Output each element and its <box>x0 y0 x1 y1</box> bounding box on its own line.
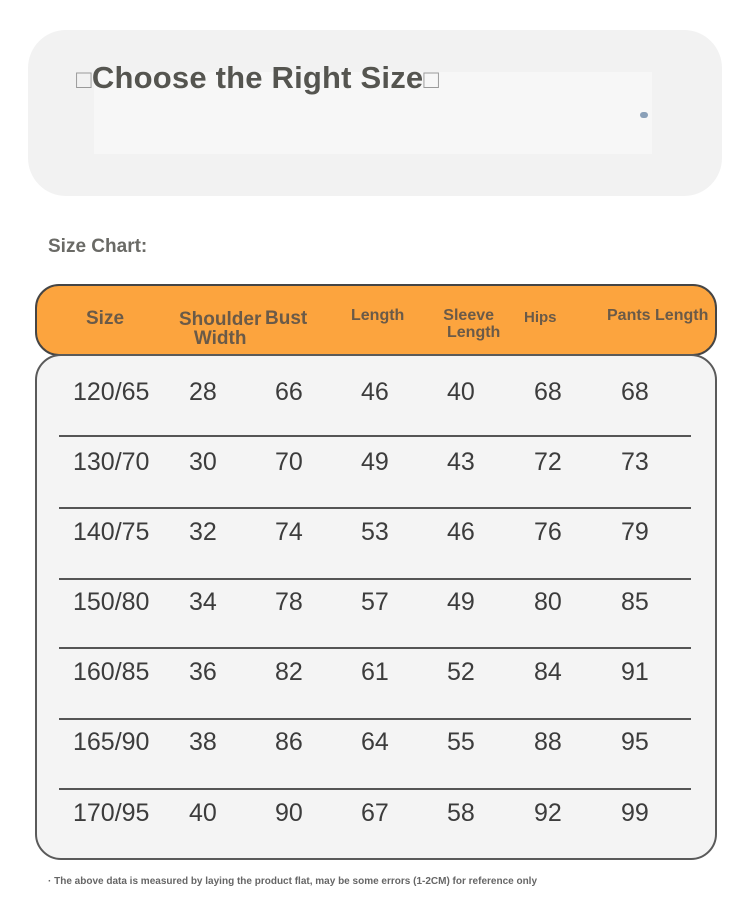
cell-hips: 68 <box>534 378 562 406</box>
cell-hips: 80 <box>534 588 562 616</box>
header-sleeve-length <box>437 307 500 341</box>
cell-pants: 99 <box>621 799 649 827</box>
cell-pants: 91 <box>621 658 649 686</box>
cell-sleeve: 58 <box>447 799 475 827</box>
table-body <box>35 354 717 860</box>
header-hips-line1: Hips <box>524 309 557 326</box>
cell-shoulder: 30 <box>189 448 217 476</box>
cell-bust: 78 <box>275 588 303 616</box>
cell-sleeve: 52 <box>447 658 475 686</box>
cell-shoulder: 32 <box>189 518 217 546</box>
header-shoulder-line2: Width <box>193 328 247 349</box>
cell-shoulder: 40 <box>189 799 217 827</box>
footnote: · The above data is measured by laying the product flat, may be some errors (1-2CM) for reference only <box>48 876 538 887</box>
page-title <box>76 60 439 96</box>
cell-pants: 79 <box>621 518 649 546</box>
title-text: Choose the Right Size <box>91 60 424 95</box>
cell-size: 165/90 <box>73 728 150 756</box>
table-row <box>37 566 715 636</box>
cell-size: 170/95 <box>73 799 150 827</box>
cell-length: 64 <box>361 728 389 756</box>
header-size <box>86 310 124 327</box>
cell-shoulder: 38 <box>189 728 217 756</box>
table-row <box>37 777 715 847</box>
title-right-glyph: □ <box>423 64 440 94</box>
cell-bust: 86 <box>275 728 303 756</box>
cell-sleeve: 55 <box>447 728 475 756</box>
cell-length: 57 <box>361 588 389 616</box>
table-row <box>37 496 715 566</box>
title-left-glyph: □ <box>76 64 92 94</box>
cell-hips: 88 <box>534 728 562 756</box>
decorative-dot <box>640 112 648 118</box>
cell-shoulder: 28 <box>189 378 217 406</box>
header-size-line1: Size <box>86 308 125 329</box>
cell-shoulder: 36 <box>189 658 217 686</box>
cell-pants: 85 <box>621 588 649 616</box>
cell-size: 120/65 <box>73 378 150 406</box>
cell-size: 130/70 <box>73 448 150 476</box>
table-row <box>37 356 715 426</box>
header-hips <box>524 309 557 326</box>
title-card <box>28 30 722 196</box>
cell-bust: 70 <box>275 448 303 476</box>
cell-length: 46 <box>361 378 389 406</box>
table-row <box>37 426 715 496</box>
cell-shoulder: 34 <box>189 588 217 616</box>
cell-length: 53 <box>361 518 389 546</box>
header-bust <box>265 310 307 327</box>
header-length <box>351 307 404 324</box>
cell-hips: 76 <box>534 518 562 546</box>
header-sleeve-line1: Sleeve <box>443 307 495 324</box>
cell-hips: 92 <box>534 799 562 827</box>
header-shoulder-line1: Shoulder <box>179 309 262 330</box>
size-chart-label: Size Chart: <box>48 236 148 257</box>
cell-sleeve: 43 <box>447 448 475 476</box>
cell-pants: 73 <box>621 448 649 476</box>
cell-sleeve: 46 <box>447 518 475 546</box>
cell-hips: 72 <box>534 448 562 476</box>
cell-sleeve: 40 <box>447 378 475 406</box>
header-pants-length <box>607 307 708 324</box>
cell-bust: 90 <box>275 799 303 827</box>
table-row <box>37 706 715 776</box>
header-pants-line1: Pants Length <box>607 307 709 324</box>
header-shoulder-width <box>179 310 261 348</box>
header-bust-line1: Bust <box>265 308 308 329</box>
header-length-line1: Length <box>351 307 405 324</box>
cell-length: 67 <box>361 799 389 827</box>
cell-sleeve: 49 <box>447 588 475 616</box>
cell-size: 140/75 <box>73 518 150 546</box>
cell-pants: 68 <box>621 378 649 406</box>
cell-hips: 84 <box>534 658 562 686</box>
cell-bust: 82 <box>275 658 303 686</box>
cell-bust: 66 <box>275 378 303 406</box>
header-sleeve-line2: Length <box>447 324 501 341</box>
cell-length: 61 <box>361 658 389 686</box>
cell-length: 49 <box>361 448 389 476</box>
table-row <box>37 636 715 706</box>
table-header-bar <box>35 284 717 356</box>
cell-bust: 74 <box>275 518 303 546</box>
cell-size: 150/80 <box>73 588 150 616</box>
cell-size: 160/85 <box>73 658 150 686</box>
cell-pants: 95 <box>621 728 649 756</box>
